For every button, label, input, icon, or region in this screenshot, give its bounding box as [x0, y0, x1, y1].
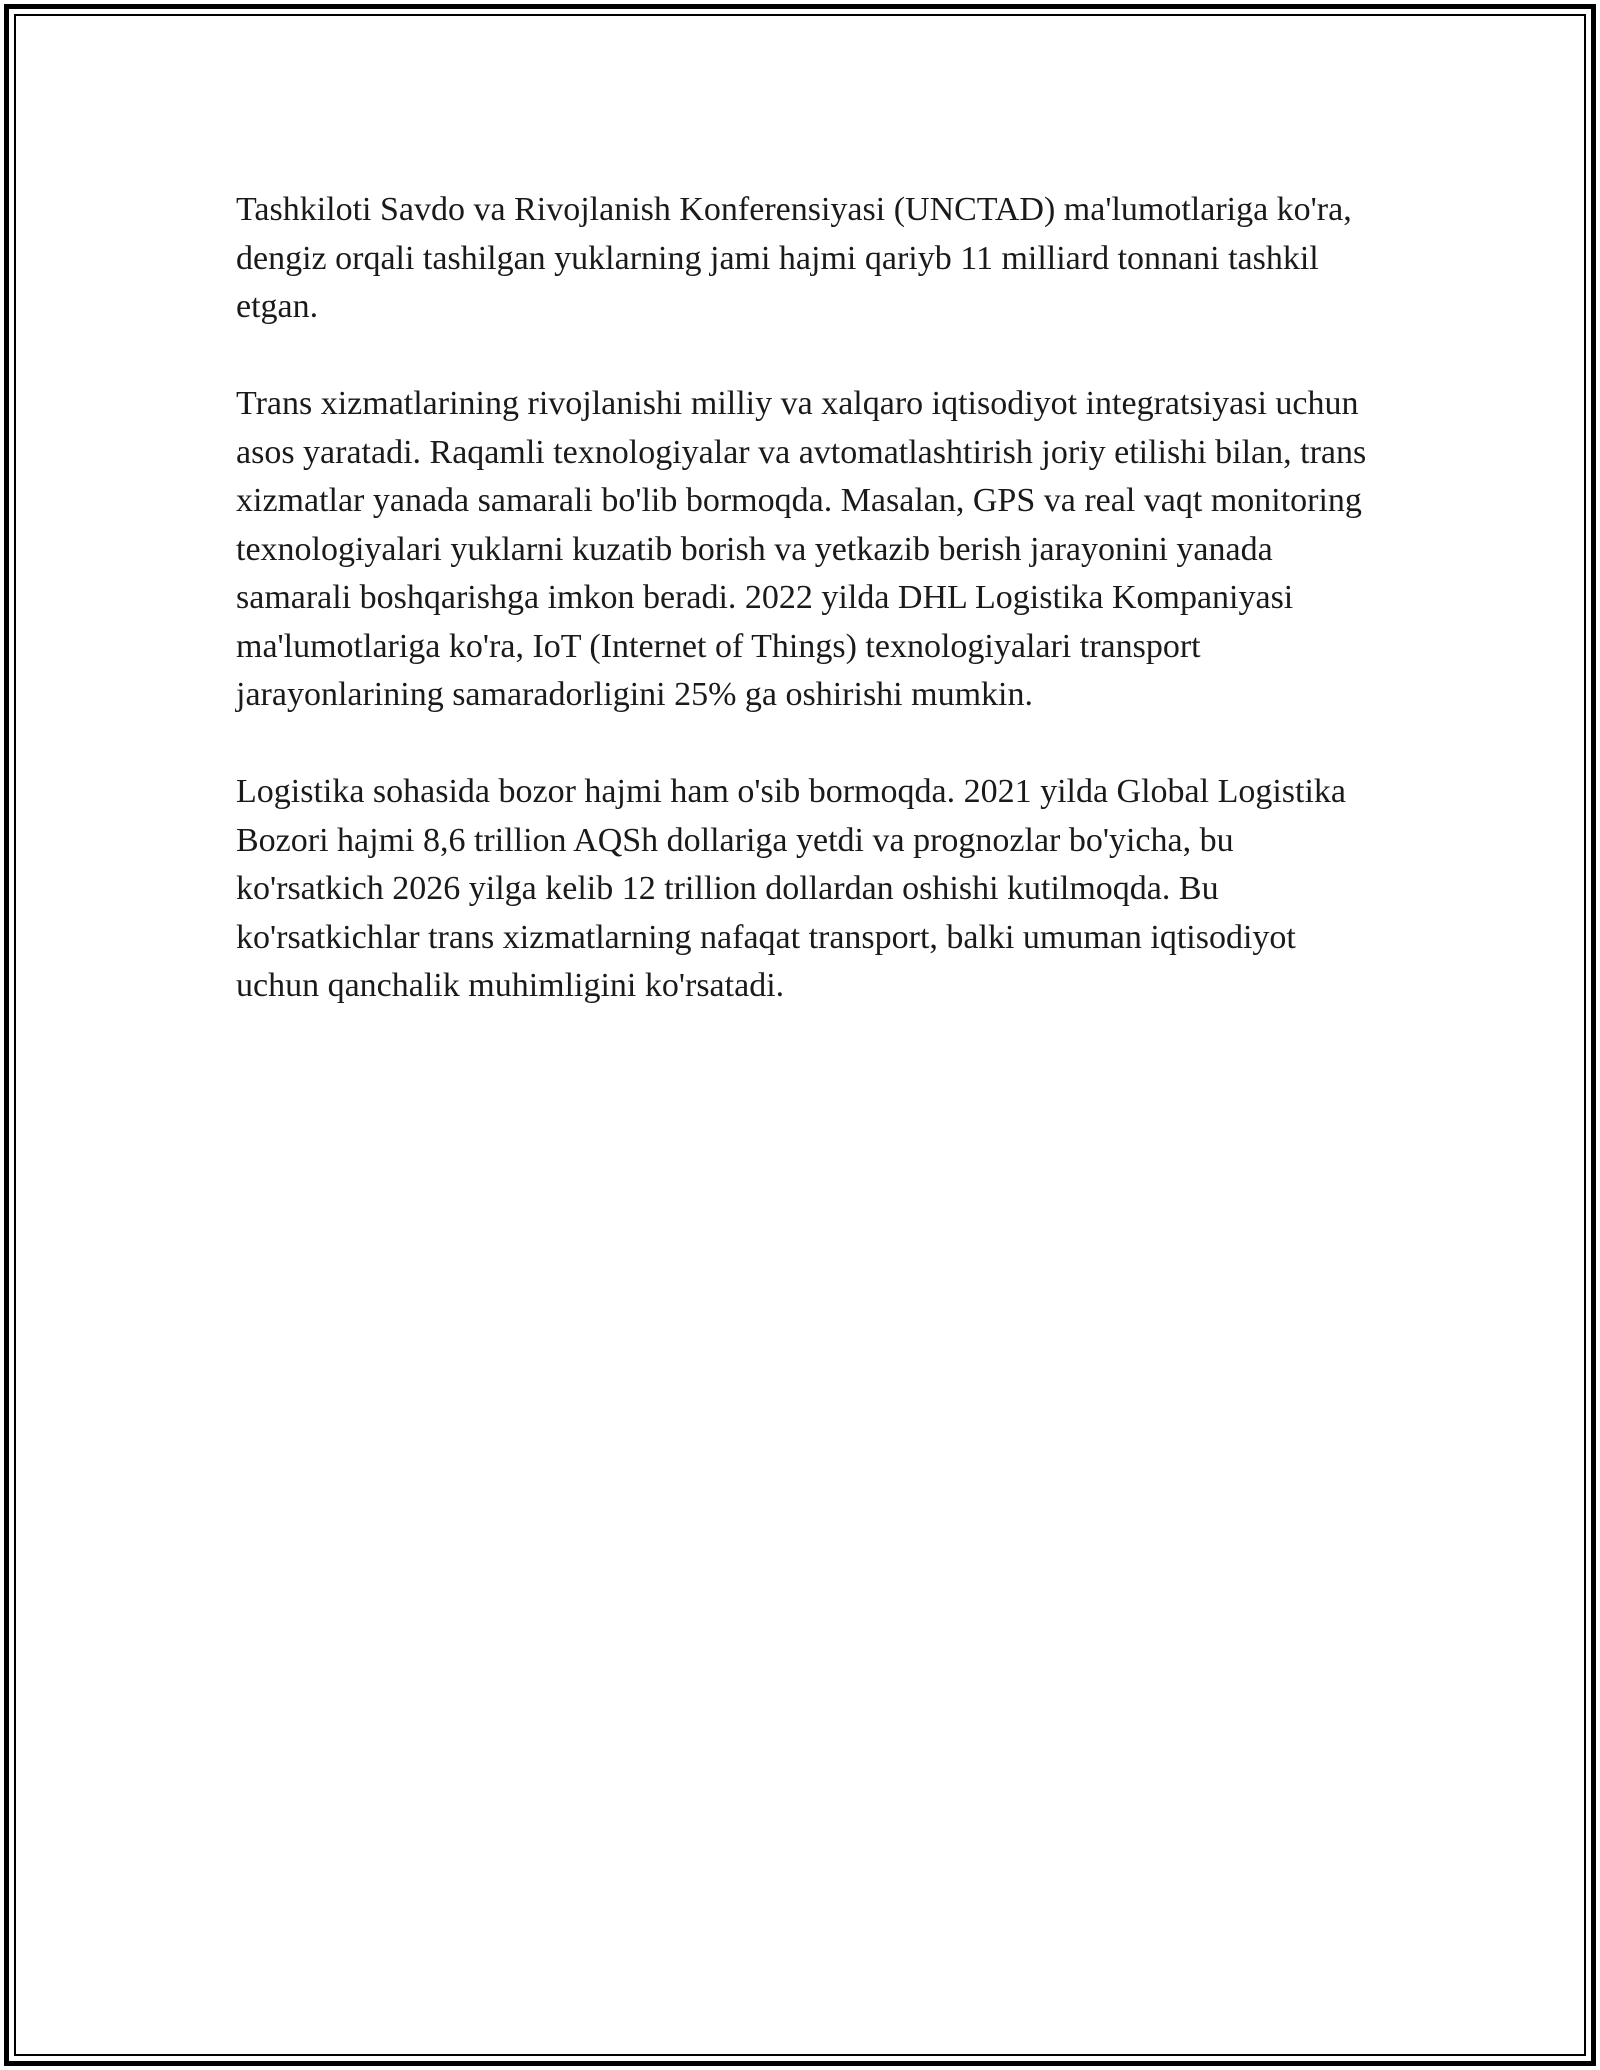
document-body [236, 186, 1386, 1059]
paragraph-1: Tashkiloti Savdo va Rivojlanish Konferensiyasi (UNCTAD) ma'lumotlariga ko'ra, dengiz orqali tashilgan yuklarning jami hajmi qariyb 11 milliard tonnani tashkil etgan. [236, 191, 1352, 325]
paragraph-2: Trans xizmatlarining rivojlanishi milliy va xalqaro iqtisodiyot integratsiyasi uchun asos yaratadi. Raqamli texnologiyalar va avtomatlashtirish joriy etilishi bilan, trans xizmatlar yanada samarali bo'lib bormoqda. Masalan, GPS va real vaqt monitoring texnologiyalari yuklarni kuzatib borish va yetkazib berish jarayonini yanada samarali boshqarishga imkon beradi. 2022 yilda DHL Logistika Kompaniyasi ma'lumotlariga ko'ra, IoT (Internet of Things) texnologiyalari transport jarayonlarining samaradorligini 25% ga oshirishi mumkin. [236, 385, 1367, 713]
paragraph-3: Logistika sohasida bozor hajmi ham o'sib bormoqda. 2021 yilda Global Logistika Bozori hajmi 8,6 trillion AQSh dollariga yetdi va prognozlar bo'yicha, bu ko'rsatkich 2026 yilga kelib 12 trillion dollardan oshishi kutilmoqda. Bu ko'rsatkichlar trans xizmatlarning nafaqat transport, balki umuman iqtisodiyot uchun qanchalik muhimligini ko'rsatadi. [236, 773, 1347, 1004]
